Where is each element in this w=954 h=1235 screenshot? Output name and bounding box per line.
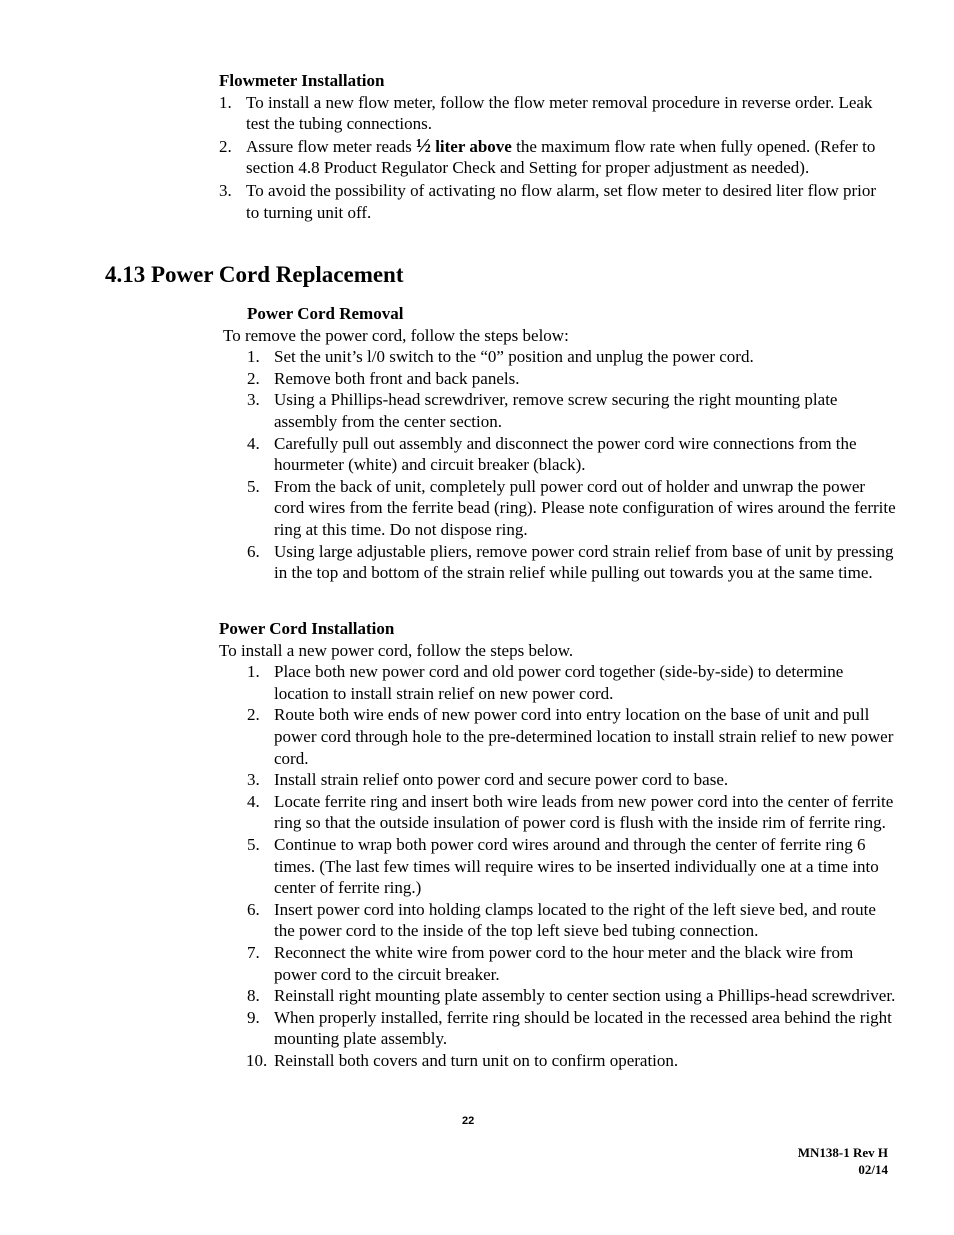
step-number: 8. (247, 986, 260, 1006)
installation-heading: Power Cord Installation (219, 619, 395, 638)
list-item (247, 368, 899, 390)
step-text-bold: liter above (430, 136, 512, 156)
step-number: 6. (247, 541, 260, 561)
section-title: 4.13 Power Cord Replacement (105, 262, 404, 287)
step-number: 10. (246, 1050, 268, 1070)
step-text: Route both wire ends of new power cord into entry location on the base of unit and pull power cord through hole to the pre-determined location to install strain relief to new power cord. (274, 705, 894, 768)
step-text: From the back of unit, completely pull power cord out of holder and unwrap the power cord wires from the ferrite bead (ring). Please note configuration of wires around the ferrite ring at this time. Do not dispose ring. (274, 476, 896, 539)
list-item (247, 1007, 899, 1050)
step-number: 1. (219, 92, 232, 112)
step-number: 5. (247, 834, 260, 854)
flowmeter-installation-section (219, 70, 879, 224)
list-item (219, 136, 879, 179)
list-item (247, 346, 899, 368)
document-id: MN138-1 Rev H (797, 1145, 888, 1160)
list-item (247, 791, 899, 834)
list-item (247, 985, 899, 1007)
step-text: Reconnect the white wire from power cord to the hour meter and the black wire from power cord to the circuit breaker. (274, 942, 854, 984)
step-text: Using a Phillips-head screwdriver, remove screw securing the right mounting plate assembly from the center section. (274, 390, 838, 431)
document-date: 02/14 (858, 1162, 888, 1177)
step-number: 4. (247, 433, 260, 453)
step-text: Continue to wrap both power cord wires around and through the center of ferrite ring 6 times. (The last few times will require wires to be inserted individually one at a time into center of ferrite ring.) (274, 834, 879, 898)
step-number: 3. (219, 180, 232, 200)
step-number: 2. (247, 705, 260, 725)
step-number: 9. (247, 1007, 260, 1027)
step-number: 4. (247, 791, 260, 811)
step-number: 5. (247, 476, 260, 496)
step-number: 6. (247, 899, 260, 919)
step-text: Reinstall right mounting plate assembly to center section using a Phillips-head screwdriver. (274, 986, 896, 1006)
removal-intro: To remove the power cord, follow the steps below: (223, 325, 569, 345)
list-item (247, 541, 899, 584)
list-item (247, 476, 899, 541)
step-number: 7. (247, 942, 260, 962)
step-text: To avoid the possibility of activating no flow alarm, set flow meter to desired liter flow prior to turning unit off. (246, 180, 877, 222)
list-item (247, 389, 899, 432)
installation-steps-list (247, 661, 899, 1071)
list-item (219, 92, 879, 135)
list-item (247, 834, 899, 899)
step-text: Locate ferrite ring and insert both wire leads from new power cord into the center of ferrite ring so that the outside insulation of power cord is flush with the inside rim of ferrite ring. (274, 791, 894, 833)
list-item (247, 942, 899, 985)
list-item (247, 661, 899, 704)
flowmeter-steps-list (219, 92, 879, 224)
list-item (247, 433, 899, 476)
step-number: 1. (247, 347, 260, 367)
step-text-pre: Assure flow meter reads (246, 136, 416, 156)
step-text: To install a new flow meter, follow the flow meter removal procedure in reverse order. Leak test the tubing connections. (246, 92, 873, 134)
power-cord-installation-section (219, 618, 899, 1071)
step-number: 2. (219, 136, 232, 156)
flowmeter-heading: Flowmeter Installation (219, 71, 385, 90)
document-id-block (798, 1144, 888, 1178)
list-item (219, 180, 879, 223)
step-number: 2. (247, 368, 260, 388)
step-text: Remove both front and back panels. (274, 368, 520, 388)
list-item (247, 1050, 899, 1072)
page-number: 22 (462, 1115, 475, 1127)
step-number: 3. (247, 770, 260, 790)
step-number: 3. (247, 390, 260, 410)
step-text-post: the maximum flow rate when fully opened. (Refer to section 4.8 Product Regulator Check and Setting for proper adjustment as needed). (246, 136, 876, 178)
step-text: Place both new power cord and old power cord together (side-by-side) to determine location to install strain relief on new power cord. (274, 662, 844, 703)
step-text: Using large adjustable pliers, remove power cord strain relief from base of unit by pressing in the top and bottom of the strain relief while pulling out towards you at the same time. (274, 541, 894, 583)
step-text: Set the unit’s l/0 switch to the “0” position and unplug the power cord. (274, 347, 754, 367)
installation-intro: To install a new power cord, follow the steps below. (219, 640, 574, 660)
list-item (247, 769, 899, 791)
removal-heading: Power Cord Removal (247, 304, 404, 323)
half-fraction: ½ (415, 134, 431, 157)
step-text: Reinstall both covers and turn unit on to confirm operation. (274, 1050, 679, 1070)
removal-steps-list (247, 346, 899, 584)
step-text: When properly installed, ferrite ring should be located in the recessed area behind the right mounting plate assembly. (274, 1007, 892, 1049)
step-text (246, 136, 879, 179)
step-text: Install strain relief onto power cord and secure power cord to base. (274, 770, 729, 790)
power-cord-removal-section (219, 303, 899, 584)
list-item (247, 704, 899, 769)
step-text: Carefully pull out assembly and disconnect the power cord wire connections from the hourmeter (white) and circuit breaker (black). (274, 433, 857, 475)
step-text: Insert power cord into holding clamps located to the right of the left sieve bed, and route the power cord to the inside of the top left sieve bed tubing connection. (274, 899, 876, 941)
step-number: 1. (247, 662, 260, 682)
list-item (247, 899, 899, 942)
